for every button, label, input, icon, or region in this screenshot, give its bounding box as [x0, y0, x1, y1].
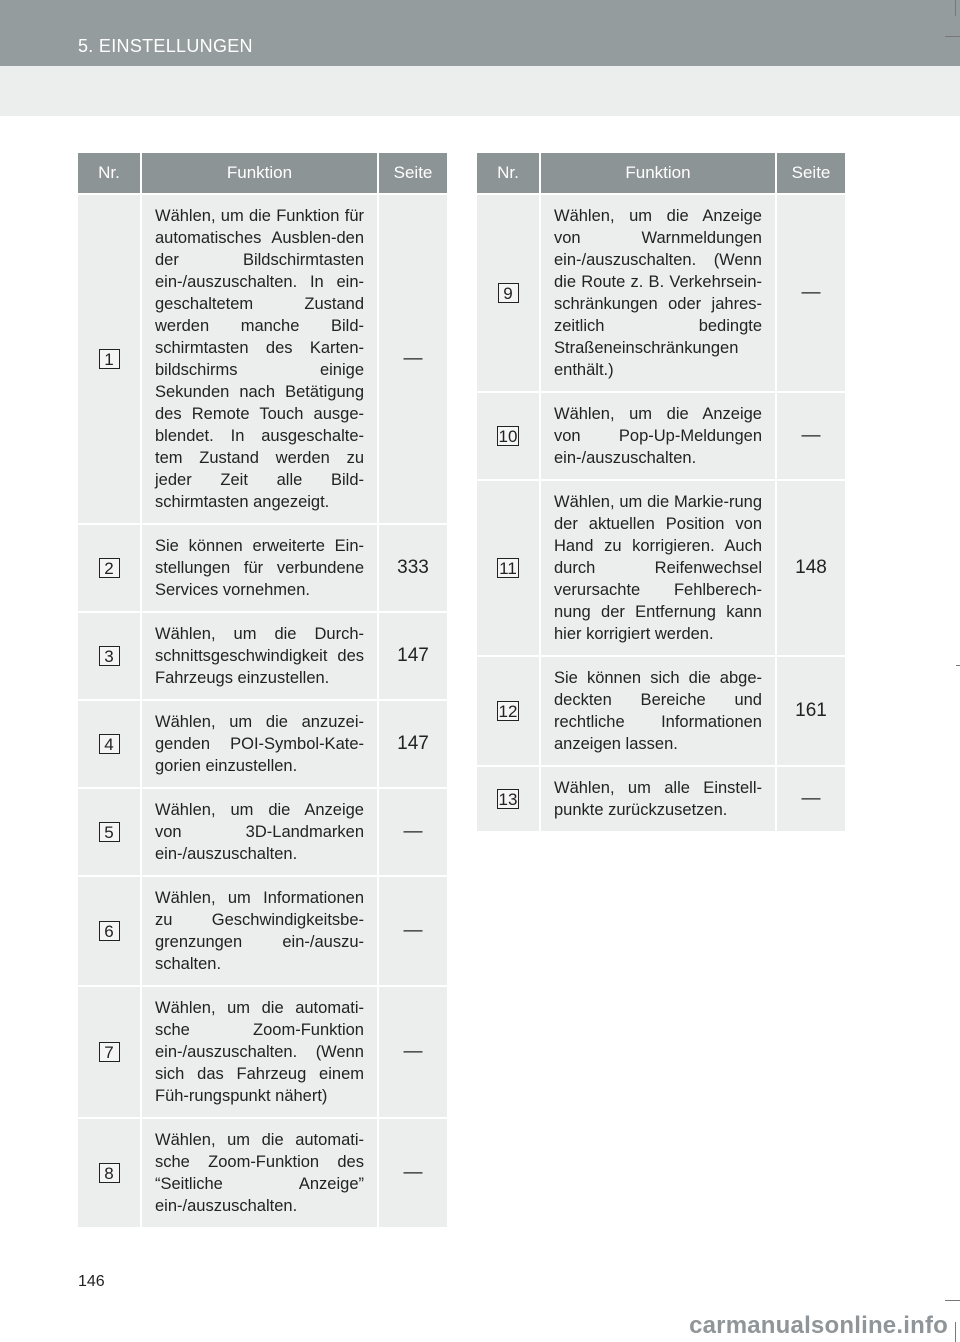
crop-mark — [955, 1322, 956, 1342]
function-description: Wählen, um die automati-sche Zoom-Funktion des “Seitliche Anzeige” ein-/auszuschalten. — [141, 1118, 378, 1227]
row-number-cell — [78, 1118, 141, 1227]
page-reference: — — [776, 392, 845, 480]
table-row — [477, 480, 845, 656]
page-reference: — — [378, 788, 447, 876]
function-description: Wählen, um die Durch-schnittsgeschwindigkeit des Fahrzeugs einzustellen. — [141, 612, 378, 700]
table-row — [78, 1118, 447, 1227]
row-number-cell — [477, 656, 540, 766]
page-reference: 333 — [378, 524, 447, 612]
row-number-box: 7 — [99, 1042, 120, 1062]
table-row — [78, 986, 447, 1118]
page-reference: — — [776, 194, 845, 392]
page-reference: 147 — [378, 612, 447, 700]
table-row — [477, 766, 845, 831]
table-header-row — [78, 153, 447, 194]
page-reference: — — [378, 876, 447, 986]
row-number-box: 11 — [499, 558, 517, 578]
settings-table-right — [477, 153, 845, 831]
page-reference: 161 — [776, 656, 845, 766]
row-number-cell — [78, 700, 141, 788]
function-description: Wählen, um die anzuzei-genden POI-Symbol-Kate-gorien einzustellen. — [141, 700, 378, 788]
page-reference: — — [378, 986, 447, 1118]
page-number: 146 — [78, 1273, 105, 1290]
header-band — [0, 66, 960, 116]
page-reference: — — [776, 766, 845, 831]
table-row — [78, 700, 447, 788]
function-description: Wählen, um die Markie-rung der aktuellen Position von Hand zu korrigieren. Auch durch Reifenwechsel verursachte Fehlberech-nung der Entfernung kann hier korrigiert werden. — [540, 480, 776, 656]
section-title: 5. EINSTELLUNGEN — [78, 36, 253, 56]
row-number-box: 3 — [99, 646, 120, 666]
function-description: Wählen, um die Funktion für automatisches Ausblen-den der Bildschirmtasten ein-/auszuschalten. In ein-geschaltetem Zustand werden manche Bild-schirmtasten des Karten-bildschirms einige Sekunden nach Betätigung des Remote Touch ausge-blendet. In ausgeschalte-tem Zustand werden zu jeder Zeit alle Bild-schirmtasten angezeigt. — [141, 194, 378, 524]
watermark: carmanualsonline.info — [689, 1312, 948, 1339]
function-description: Sie können erweiterte Ein-stellungen für verbundene Services vornehmen. — [141, 524, 378, 612]
row-number-box: 1 — [99, 349, 120, 369]
column-header-nr: Nr. — [78, 153, 141, 194]
row-number-cell — [78, 986, 141, 1118]
row-number-cell — [477, 480, 540, 656]
page-reference: — — [378, 1118, 447, 1227]
table-row — [78, 194, 447, 524]
row-number-cell — [477, 392, 540, 480]
column-header-seite: Seite — [776, 153, 845, 194]
function-description: Wählen, um die Anzeige von Warnmeldungen ein-/auszuschalten. (Wenn die Route z. B. Verkehrsein-schränkungen oder jahres-zeitlich bedingte Straßeneinschränkungen enthält.) — [540, 194, 776, 392]
row-number-box: 2 — [99, 558, 120, 578]
function-description: Wählen, um die automati-sche Zoom-Funktion ein-/auszuschalten. (Wenn sich das Fahrzeug einem Füh-rungspunkt nähert) — [141, 986, 378, 1118]
crop-mark — [956, 665, 960, 666]
crop-mark — [945, 1300, 960, 1301]
row-number-box: 6 — [99, 921, 120, 941]
function-description: Wählen, um Informationen zu Geschwindigkeitsbe-grenzungen ein-/auszu-schalten. — [141, 876, 378, 986]
column-header-funktion: Funktion — [540, 153, 776, 194]
column-header-funktion: Funktion — [141, 153, 378, 194]
table-row — [78, 788, 447, 876]
page-reference: — — [378, 194, 447, 524]
table-row — [78, 524, 447, 612]
row-number-cell — [78, 194, 141, 524]
row-number-box: 13 — [498, 789, 518, 809]
row-number-cell — [78, 788, 141, 876]
table-header-row — [477, 153, 845, 194]
table-row — [477, 656, 845, 766]
function-description: Wählen, um die Anzeige von 3D-Landmarken ein-/auszuschalten. — [141, 788, 378, 876]
row-number-cell — [477, 766, 540, 831]
table-row — [78, 612, 447, 700]
table-row — [78, 876, 447, 986]
row-number-box: 9 — [498, 283, 519, 303]
column-header-nr: Nr. — [477, 153, 540, 194]
row-number-box: 10 — [498, 426, 518, 446]
row-number-box: 5 — [99, 822, 120, 842]
row-number-cell — [477, 194, 540, 392]
row-number-cell — [78, 524, 141, 612]
row-number-cell — [78, 876, 141, 986]
page-reference: 147 — [378, 700, 447, 788]
crop-mark — [955, 0, 956, 16]
function-description: Sie können sich die abge-deckten Bereiche und rechtliche Informationen anzeigen lassen. — [540, 656, 776, 766]
page-header — [0, 0, 960, 66]
table-row — [477, 194, 845, 392]
settings-table-left — [78, 153, 447, 1227]
table-row — [477, 392, 845, 480]
row-number-box: 12 — [498, 701, 518, 721]
page-reference: 148 — [776, 480, 845, 656]
column-header-seite: Seite — [378, 153, 447, 194]
function-description: Wählen, um alle Einstell-punkte zurückzusetzen. — [540, 766, 776, 831]
row-number-box: 8 — [99, 1163, 120, 1183]
function-description: Wählen, um die Anzeige von Pop-Up-Meldungen ein-/auszuschalten. — [540, 392, 776, 480]
row-number-box: 4 — [99, 734, 120, 754]
row-number-cell — [78, 612, 141, 700]
crop-mark — [945, 36, 960, 37]
